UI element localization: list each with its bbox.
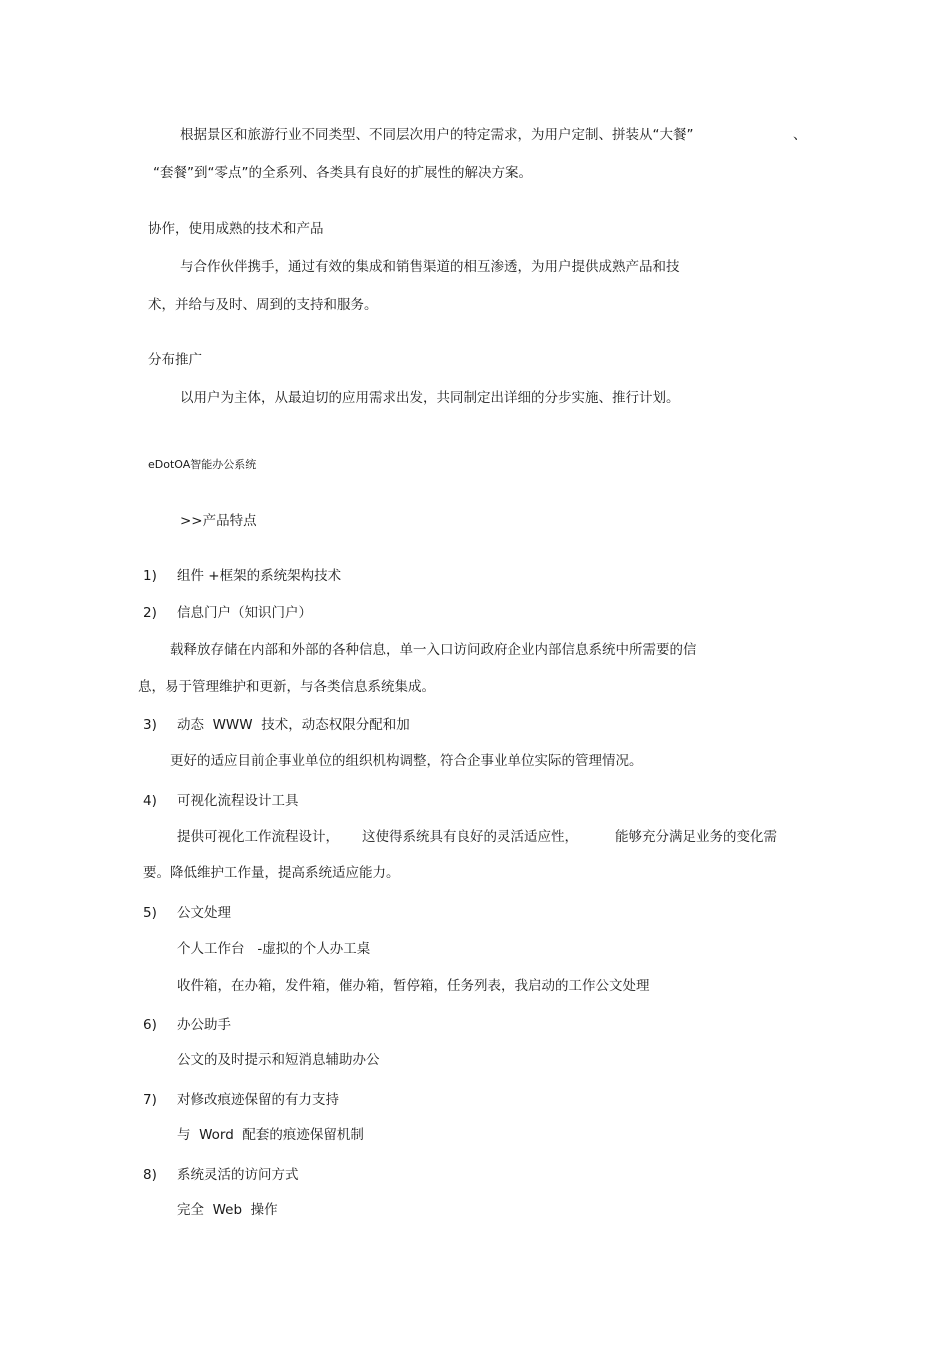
item-title: 公文处理 — [177, 905, 231, 921]
item-title: 可视化流程设计工具 — [177, 793, 299, 809]
cooperation-line-1: 与合作伙伴携手，通过有效的集成和销售渠道的相互渗透，为用户提供成熟产品和技 — [180, 259, 680, 275]
item-title: 对修改痕迹保留的有力支持 — [177, 1092, 339, 1108]
item-2-desc-1: 载释放存储在内部和外部的各种信息，单一入口访问政府企业内部信息系统中所需要的信 — [170, 642, 697, 658]
intro-line-2: “套餐”到“零点”的全系列、各类具有良好的扩展性的解决方案。 — [153, 165, 532, 181]
features-heading: >>产品特点 — [180, 513, 257, 529]
item-title: 组件 +框架的系统架构技术 — [177, 568, 342, 584]
item-4-desc-1a: 提供可视化工作流程设计， — [177, 829, 339, 845]
item-number: 6) — [143, 1017, 157, 1033]
item-number: 4) — [143, 793, 157, 809]
item-title: 系统灵活的访问方式 — [177, 1167, 299, 1183]
section-heading-cooperation: 协作，使用成熟的技术和产品 — [148, 221, 324, 237]
item-5-desc-2: 收件箱，在办箱，发件箱，催办箱，暂停箱，任务列表，我启动的工作公文处理 — [177, 978, 650, 994]
item-3-desc-1: 更好的适应目前企事业单位的组织机构调整，符合企事业单位实际的管理情况。 — [170, 753, 643, 769]
intro-trailing-comma: 、 — [793, 127, 807, 143]
section-heading-rollout: 分布推广 — [148, 352, 202, 368]
intro-text: 根据景区和旅游行业不同类型、不同层次用户的特定需求，为用户定制、拼装从“大餐” — [180, 127, 694, 143]
intro-line-1 — [180, 126, 694, 144]
item-title: 办公助手 — [177, 1017, 231, 1033]
cooperation-line-2: 术，并给与及时、周到的支持和服务。 — [148, 297, 378, 313]
item-title: 信息门户（知识门户） — [177, 605, 312, 621]
feature-item-6 — [143, 1016, 231, 1034]
rollout-line-1: 以用户为主体，从最迫切的应用需求出发，共同制定出详细的分步实施、推行计划。 — [180, 390, 680, 406]
item-number: 5) — [143, 905, 157, 921]
item-7-desc-1: 与 Word 配套的痕迹保留机制 — [177, 1127, 364, 1143]
item-8-desc-1: 完全 Web 操作 — [177, 1202, 278, 1218]
item-number: 8) — [143, 1167, 157, 1183]
item-4-desc-2: 要。降低维护工作量，提高系统适应能力。 — [143, 865, 400, 881]
item-title: 动态 WWW 技术，动态权限分配和加 — [177, 717, 410, 733]
feature-item-3 — [143, 716, 410, 734]
item-5-desc-1: 个人工作台 -虚拟的个人办工桌 — [177, 941, 371, 957]
item-number: 1) — [143, 568, 157, 584]
feature-item-5 — [143, 904, 231, 922]
item-number: 3) — [143, 717, 157, 733]
feature-item-7 — [143, 1091, 339, 1109]
item-2-desc-2: 息，易于管理维护和更新，与各类信息系统集成。 — [138, 679, 435, 695]
feature-item-8 — [143, 1166, 299, 1184]
item-number: 7) — [143, 1092, 157, 1108]
item-6-desc-1: 公文的及时提示和短消息辅助办公 — [177, 1052, 380, 1068]
item-4-desc-1c: 能够充分满足业务的变化需 — [615, 829, 777, 845]
feature-item-2 — [143, 604, 312, 622]
item-number: 2) — [143, 605, 157, 621]
feature-item-1 — [143, 567, 341, 585]
item-4-desc-1b: 这使得系统具有良好的灵活适应性， — [362, 829, 578, 845]
product-name: eDotOA智能办公系统 — [148, 458, 257, 471]
feature-item-4 — [143, 792, 299, 810]
